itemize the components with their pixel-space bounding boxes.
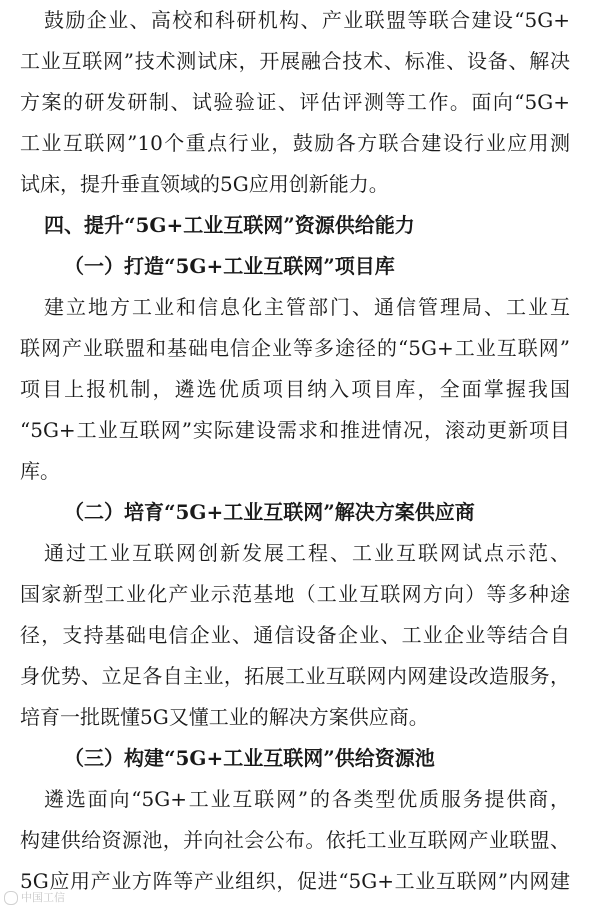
paragraph-line: 工业互联网”技术测试床，开展融合技术、标准、设备、解决 <box>20 49 570 73</box>
watermark <box>4 889 65 905</box>
paragraph-line: 通过工业互联网创新发展工程、工业互联网试点示范、 <box>44 541 570 565</box>
paragraph-line: 试床，提升垂直领域的5G应用创新能力。 <box>20 172 389 196</box>
paragraph-line: 库。 <box>20 459 60 483</box>
paragraph-line: 国家新型工业化产业示范基地（工业互联网方向）等多种途 <box>20 582 570 606</box>
subsection-heading: （一）打造“5G+工业互联网”项目库 <box>64 254 395 278</box>
paragraph-line: 径，支持基础电信企业、通信设备企业、工业企业等结合自 <box>20 623 570 647</box>
watermark-logo-icon <box>4 891 18 905</box>
paragraph-line: 方案的研发研制、试验验证、评估评测等工作。面向“5G+ <box>20 90 570 114</box>
paragraph-line: 培育一批既懂5G又懂工业的解决方案供应商。 <box>20 705 429 729</box>
paragraph-line: 建立地方工业和信息化主管部门、通信管理局、工业互 <box>44 295 570 319</box>
paragraph-line: 鼓励企业、高校和科研机构、产业联盟等联合建设“5G+ <box>44 8 570 32</box>
paragraph-line: 项目上报机制，遴选优质项目纳入项目库，全面掌握我国 <box>20 377 570 401</box>
paragraph-line: 5G应用产业方阵等产业组织，促进“5G+工业互联网”内网建 <box>20 869 570 893</box>
paragraph-line: 身优势、立足各自主业，拓展工业互联网内网建设改造服务， <box>20 664 570 688</box>
section-heading: 四、提升“5G+工业互联网”资源供给能力 <box>44 213 415 237</box>
paragraph-line: 联网产业联盟和基础电信企业等多途径的“5G+工业互联网” <box>20 336 570 360</box>
paragraph-line: 构建供给资源池，并向社会公布。依托工业互联网产业联盟、 <box>20 828 570 852</box>
watermark-text: 中国工信 <box>21 891 65 904</box>
paragraph-line: 工业互联网”10个重点行业，鼓励各方联合建设行业应用测 <box>20 131 570 155</box>
paragraph-line: 遴选面向“5G+工业互联网”的各类型优质服务提供商， <box>44 787 570 811</box>
subsection-heading: （三）构建“5G+工业互联网”供给资源池 <box>64 746 435 770</box>
paragraph-line: “5G+工业互联网”实际建设需求和推进情况，滚动更新项目 <box>20 418 570 442</box>
subsection-heading: （二）培育“5G+工业互联网”解决方案供应商 <box>64 500 475 524</box>
